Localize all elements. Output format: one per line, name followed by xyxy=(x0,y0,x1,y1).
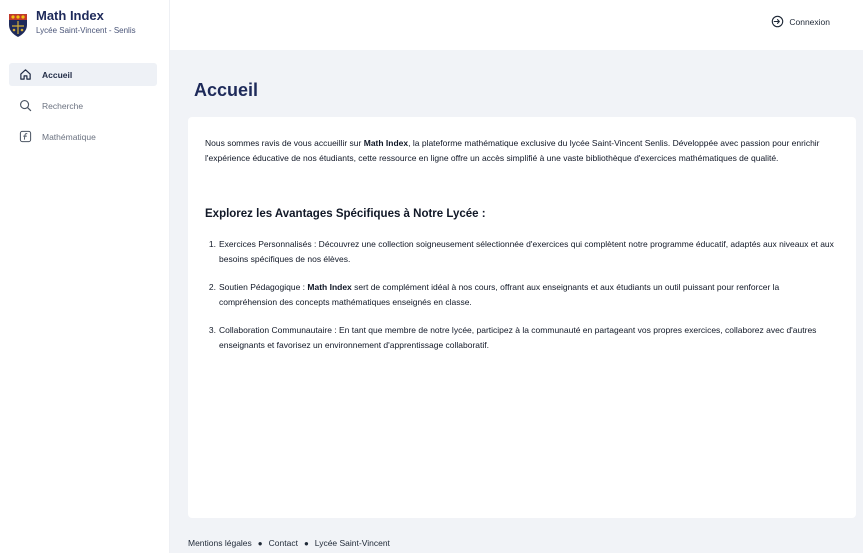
list-brand: Math Index xyxy=(307,282,352,292)
intro-brand: Math Index xyxy=(363,138,409,148)
list-number: 2. xyxy=(208,282,216,292)
list-number: 1. xyxy=(208,239,216,249)
footer-separator: ● xyxy=(257,538,263,548)
intro-text: Nous sommes ravis de vous accueillir sur xyxy=(205,138,364,148)
content-card xyxy=(188,117,856,518)
list-text: sert de complément idéal à nos cours, offrant aux enseignants et aux étudiants un outil puissant pour renforcer la compréhension des concepts mathématiques enseignés en classe. xyxy=(219,282,780,307)
list-item xyxy=(205,280,835,309)
list-item xyxy=(205,323,835,352)
home-icon xyxy=(18,68,32,82)
footer-link-lycee[interactable]: Lycée Saint-Vincent xyxy=(314,538,390,548)
advantages-list xyxy=(205,237,835,366)
function-icon xyxy=(18,130,32,144)
sidebar-nav xyxy=(9,63,157,156)
page-title: Accueil xyxy=(194,80,259,100)
sidebar-item-recherche[interactable] xyxy=(9,94,157,117)
sidebar-item-label: Recherche xyxy=(42,100,84,111)
list-item xyxy=(205,237,835,266)
brand[interactable] xyxy=(8,8,136,38)
sidebar-item-label: Mathématique xyxy=(42,131,96,142)
list-text: Soutien Pédagogique : xyxy=(219,282,308,292)
crest-logo-icon xyxy=(8,12,28,38)
intro-paragraph xyxy=(205,136,835,165)
sidebar-item-accueil[interactable] xyxy=(9,63,157,86)
intro-text: , la plateforme mathématique exclusive du lycée Saint-Vincent Senlis. Développée avec passion pour enrichir l'expérience éducative de nos étudiants, cette ressource en ligne offre un accès simplifié à une vaste bibliothèque d'exercices mathématiques de qualité. xyxy=(205,138,820,163)
sidebar-item-label: Accueil xyxy=(42,69,73,80)
section-subtitle: Explorez les Avantages Spécifiques à Notre Lycée : xyxy=(205,208,486,220)
list-number: 3. xyxy=(208,325,216,335)
topbar xyxy=(170,0,863,50)
footer-link-contact[interactable]: Contact xyxy=(268,538,298,548)
login-button[interactable] xyxy=(771,15,830,28)
footer xyxy=(188,538,390,548)
brand-subtitle: Lycée Saint-Vincent - Senlis xyxy=(36,26,136,35)
list-text: Collaboration Communautaire : En tant que membre de notre lycée, participez à la communauté en partageant vos propres exercices, collaborez avec d'autres enseignants et favorisez un environnement d'apprentissage collaboratif. xyxy=(219,325,817,350)
list-text: Exercices Personnalisés : Découvrez une collection soigneusement sélectionnée d'exercices qui complètent notre programme éducatif, adaptés aux niveaux et aux besoins spécifiques de nos élèves. xyxy=(219,239,834,264)
main-content xyxy=(170,50,863,553)
sidebar xyxy=(0,0,170,553)
sidebar-item-mathematique[interactable] xyxy=(9,125,157,148)
footer-separator: ● xyxy=(303,538,309,548)
footer-link-mentions[interactable]: Mentions légales xyxy=(188,538,252,548)
search-icon xyxy=(18,99,32,113)
brand-title: Math Index xyxy=(36,8,104,23)
login-label: Connexion xyxy=(789,16,830,27)
login-icon xyxy=(771,15,784,28)
